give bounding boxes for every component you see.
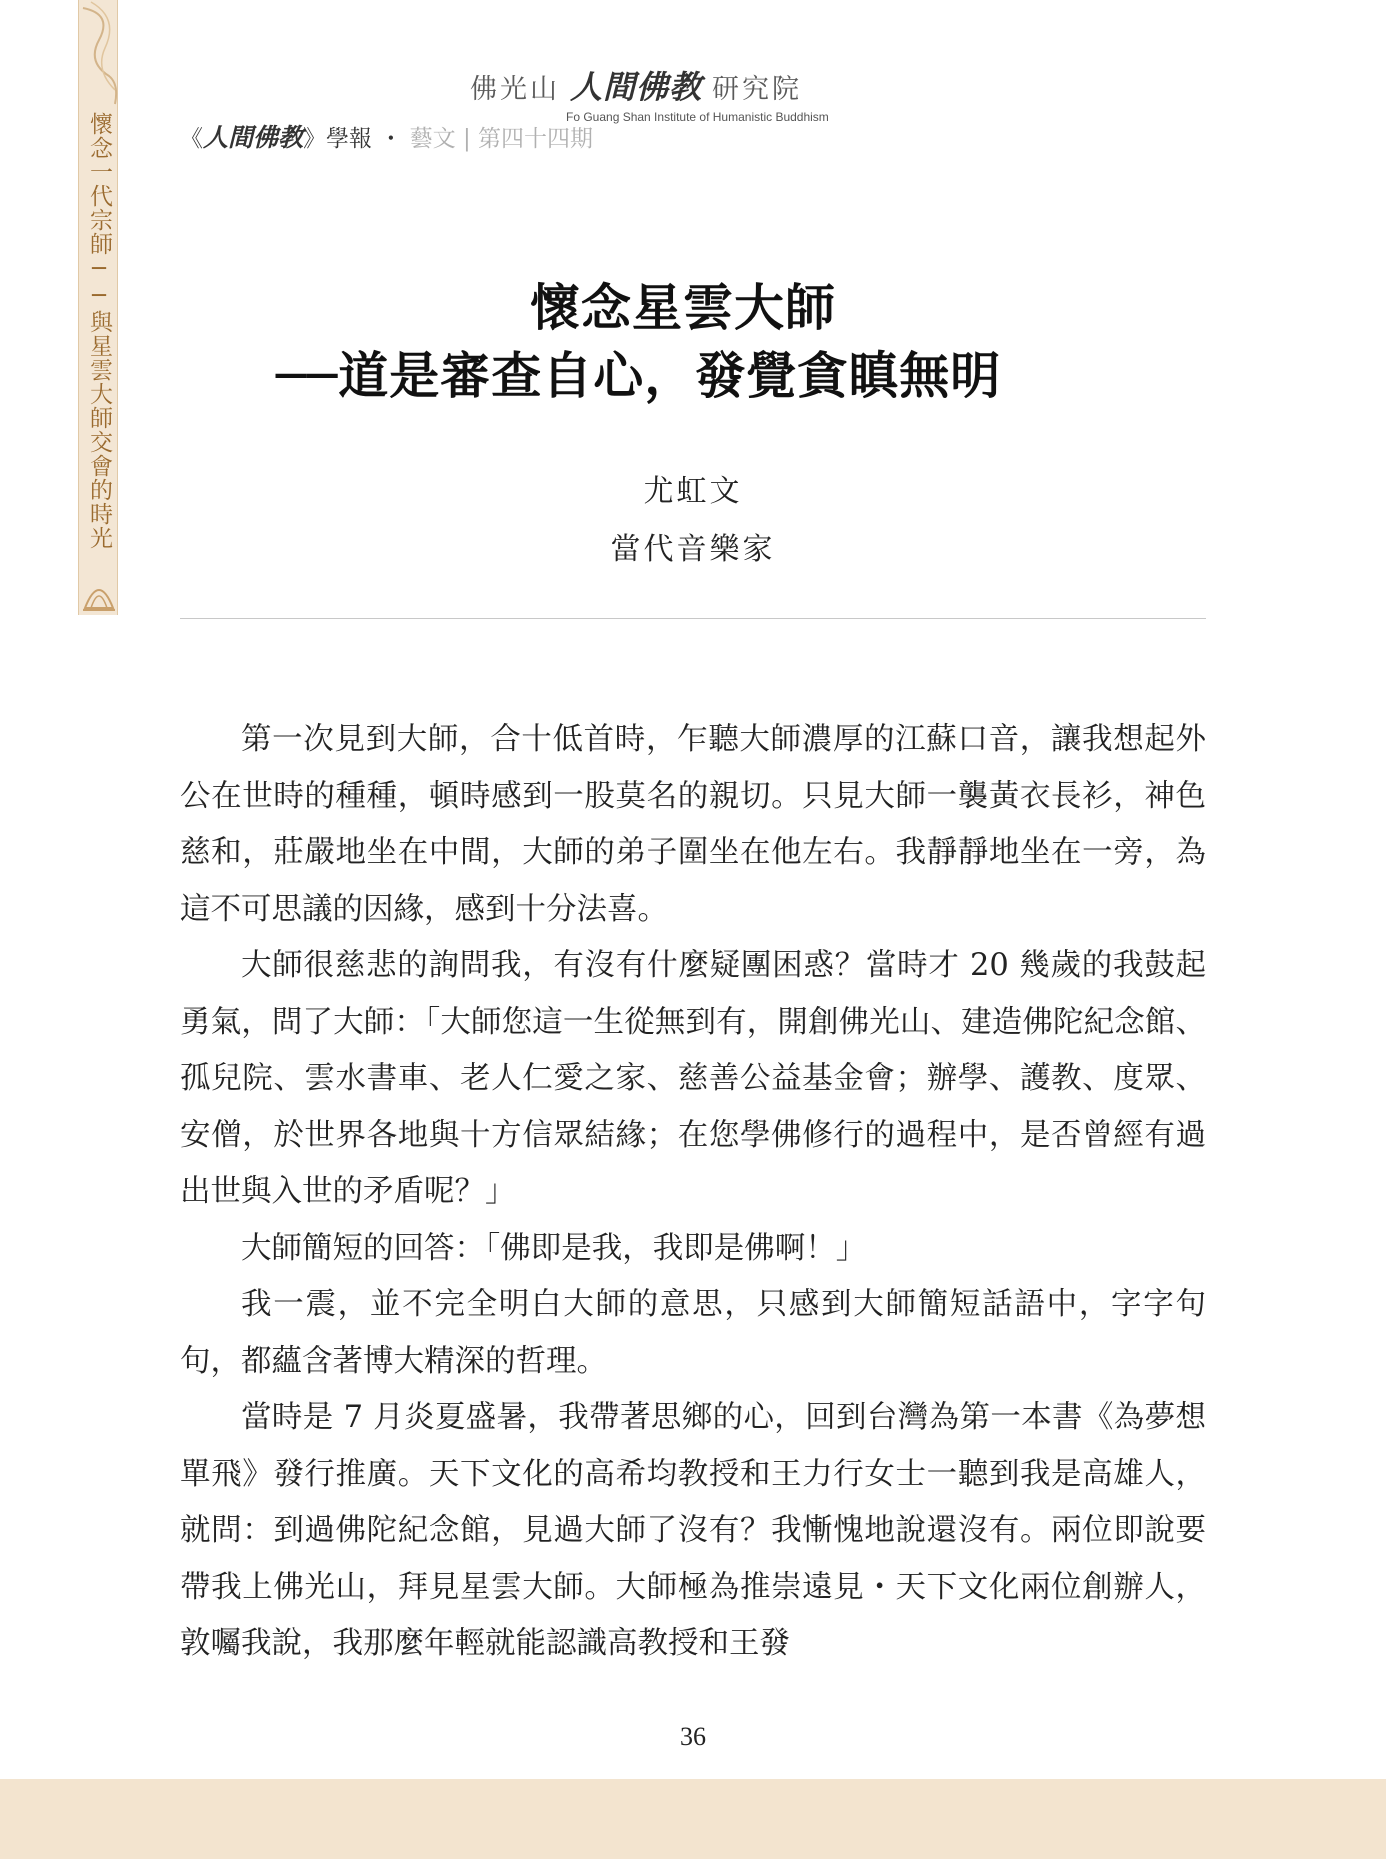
paragraph: 我一震，並不完全明白大師的意思，只感到大師簡短話語中，字字句句，都蘊含著博大精深的哲理。 [180,1287,1206,1379]
title-line-2: ──道是審查自心，發覺貪瞋無明 [276,346,1002,405]
ribbon-title: 懷念一代宗師──與星雲大師交會的時光 [86,112,112,550]
lotus-ornament-icon [79,568,119,615]
journal-section: 藝文 [409,126,456,152]
paragraph: 當時是 7 月炎夏盛暑，我帶著思鄉的心，回到台灣為第一本書《為夢想單飛》發行推廣。天下文化的高希均教授和王力行女士一聽到我是高雄人，就問：到過佛陀紀念館，見過大師了沒有？我慚愧地說還沒有。兩位即說要帶我上佛光山，拜見星雲大師。大師極為推崇遠見・天下文化兩位創辦人，敦囑我說，我那麼年輕就能認識高教授和王發 [180,1400,1206,1661]
journal-dot: ・ [379,126,403,152]
institute-name-left: 佛光山 [470,74,560,105]
journal-brand: 人間佛教 [203,123,304,152]
paragraph: 大師很慈悲的詢問我，有沒有什麼疑團困惑？當時才 20 幾歲的我鼓起勇氣，問了大師：「大師您這一生從無到有，開創佛光山、建造佛陀紀念館、孤兒院、雲水書車、老人仁愛之家、慈善公益基金會；辦學、護教、度眾、安僧，於世界各地與十方信眾結緣；在您學佛修行的過程中，是否曾經有過出世與入世的矛盾呢？」 [180,948,1206,1209]
institute-name-right: 研究院 [712,74,803,105]
side-ribbon [78,0,118,615]
author-affiliation: 當代音樂家 [610,532,776,567]
journal-close: 》學報 [303,126,373,152]
divider [180,618,1206,619]
article-body [180,712,1206,1673]
swirl-ornament-icon [79,0,119,110]
journal-open-bracket: 《 [180,126,203,152]
author-name: 尤虹文 [643,474,743,509]
institute-header [470,62,990,126]
institute-brand-logo: 人間佛教 [570,68,703,106]
paragraph: 大師簡短的回答：「佛即是我，我即是佛啊！」 [241,1230,867,1266]
paragraph: 第一次見到大師，合十低首時，乍聽大師濃厚的江蘇口音，讓我想起外公在世時的種種，頓時感到一股莫名的親切。只見大師一襲黃衣長衫，神色慈和，莊嚴地坐在中間，大師的弟子圍坐在他左右。我靜靜地坐在一旁，為這不可思議的因緣，感到十分法喜。 [180,722,1206,927]
page-number: 36 [680,1722,706,1751]
journal-separator: | [462,126,471,152]
footer-band [0,1779,1386,1859]
journal-header [180,118,593,154]
title-line-1: 懷念星雲大師 [530,278,836,337]
institute-english-name: Fo Guang Shan Institute of Humanistic Buddhism [566,110,829,124]
journal-issue: 第四十四期 [478,126,594,152]
